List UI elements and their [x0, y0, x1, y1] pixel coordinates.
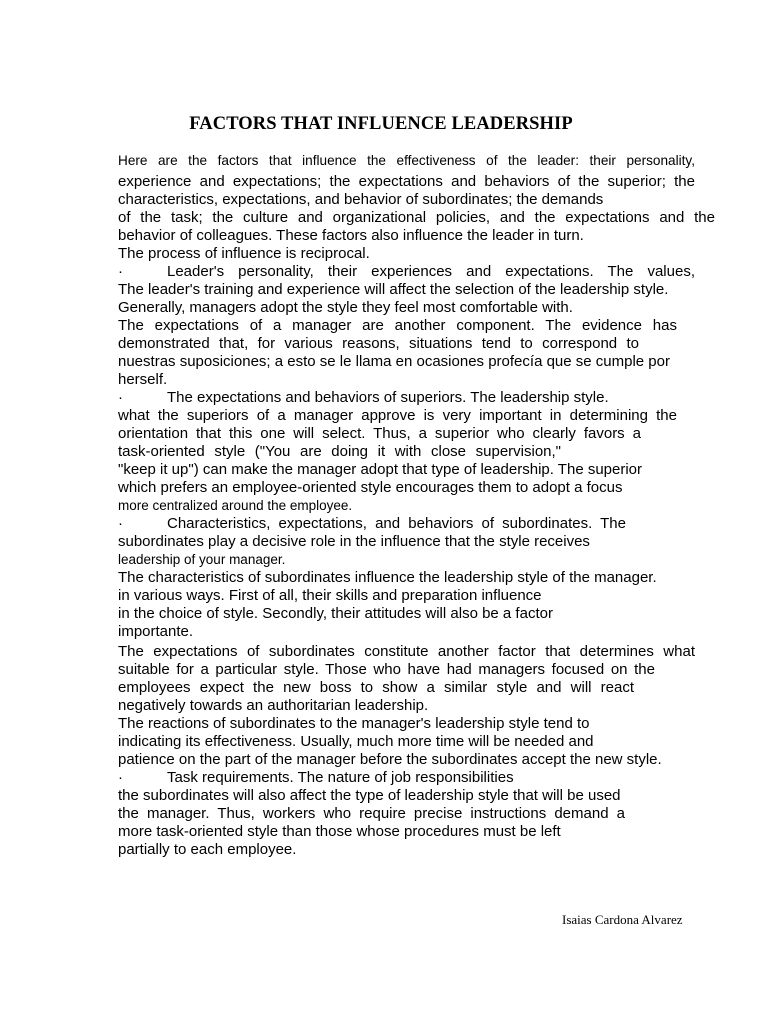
bullet-text: Characteristics, expectations, and behaviors of subordinates. The — [167, 515, 626, 532]
text-line: Here are the factors that influence the effectiveness of the leader: their personality, — [118, 153, 695, 168]
text-line: leadership of your manager. — [118, 552, 286, 567]
bullet-marker: · — [118, 263, 123, 280]
text-line: the manager. Thus, workers who require precise instructions demand a — [118, 805, 625, 822]
author-signature: Isaias Cardona Alvarez — [562, 912, 683, 927]
text-line: more centralized around the employee. — [118, 498, 353, 513]
text-line: employees expect the new boss to show a similar style and will react — [118, 679, 634, 696]
text-line: patience on the part of the manager before the subordinates accept the new style. — [118, 751, 662, 768]
text-line: partially to each employee. — [118, 841, 297, 858]
text-line: negatively towards an authoritarian leadership. — [118, 697, 429, 714]
text-line: The process of influence is reciprocal. — [118, 245, 370, 262]
text-line: experience and expectations; the expectations and behaviors of the superior; the — [118, 173, 695, 190]
bullet-line — [118, 515, 626, 533]
document-title: FACTORS THAT INFLUENCE LEADERSHIP — [189, 114, 573, 134]
text-line: suitable for a particular style. Those who have had managers focused on the — [118, 661, 655, 678]
text-line: importante. — [118, 623, 194, 640]
text-line: in the choice of style. Secondly, their attitudes will also be a factor — [118, 605, 553, 622]
bullet-line — [118, 263, 695, 281]
bullet-marker: · — [118, 769, 123, 786]
text-line: which prefers an employee-oriented style encourages them to adopt a focus — [118, 479, 623, 496]
bullet-marker: · — [118, 515, 123, 532]
text-line: Generally, managers adopt the style they feel most comfortable with. — [118, 299, 573, 316]
text-line: "keep it up") can make the manager adopt that type of leadership. The superior — [118, 461, 643, 478]
bullet-text: The expectations and behaviors of superiors. The leadership style. — [167, 389, 609, 406]
text-line: characteristics, expectations, and behavior of subordinates; the demands — [118, 191, 604, 208]
text-line: more task-oriented style than those whose procedures must be left — [118, 823, 561, 840]
text-line: demonstrated that, for various reasons, situations tend to correspond to — [118, 335, 639, 352]
bullet-marker: · — [118, 389, 123, 406]
text-line: nuestras suposiciones; a esto se le llama en ocasiones profecía que se cumple por — [118, 353, 670, 370]
text-line: The reactions of subordinates to the manager's leadership style tend to — [118, 715, 590, 732]
text-line: herself. — [118, 371, 168, 388]
text-line: in various ways. First of all, their skills and preparation influence — [118, 587, 542, 604]
text-line: task-oriented style ("You are doing it with close supervision," — [118, 443, 561, 460]
bullet-text: Leader's personality, their experiences and expectations. The values, — [167, 263, 695, 280]
text-line: the subordinates will also affect the type of leadership style that will be used — [118, 787, 621, 804]
text-line: subordinates play a decisive role in the influence that the style receives — [118, 533, 590, 550]
text-line: indicating its effectiveness. Usually, much more time will be needed and — [118, 733, 594, 750]
bullet-line — [118, 389, 609, 407]
text-line: The expectations of subordinates constitute another factor that determines what — [118, 643, 695, 660]
text-line: The characteristics of subordinates influence the leadership style of the manager. — [118, 569, 657, 586]
text-line: orientation that this one will select. Thus, a superior who clearly favors a — [118, 425, 641, 442]
text-line: behavior of colleagues. These factors also influence the leader in turn. — [118, 227, 584, 244]
text-line: The expectations of a manager are another component. The evidence has — [118, 317, 677, 334]
bullet-text: Task requirements. The nature of job responsibilities — [167, 769, 514, 786]
text-line: what the superiors of a manager approve is very important in determining the — [118, 407, 677, 424]
text-line: The leader's training and experience will affect the selection of the leadership style. — [118, 281, 669, 298]
text-line: of the task; the culture and organizational policies, and the expectations and the — [118, 209, 715, 226]
bullet-line — [118, 769, 514, 787]
